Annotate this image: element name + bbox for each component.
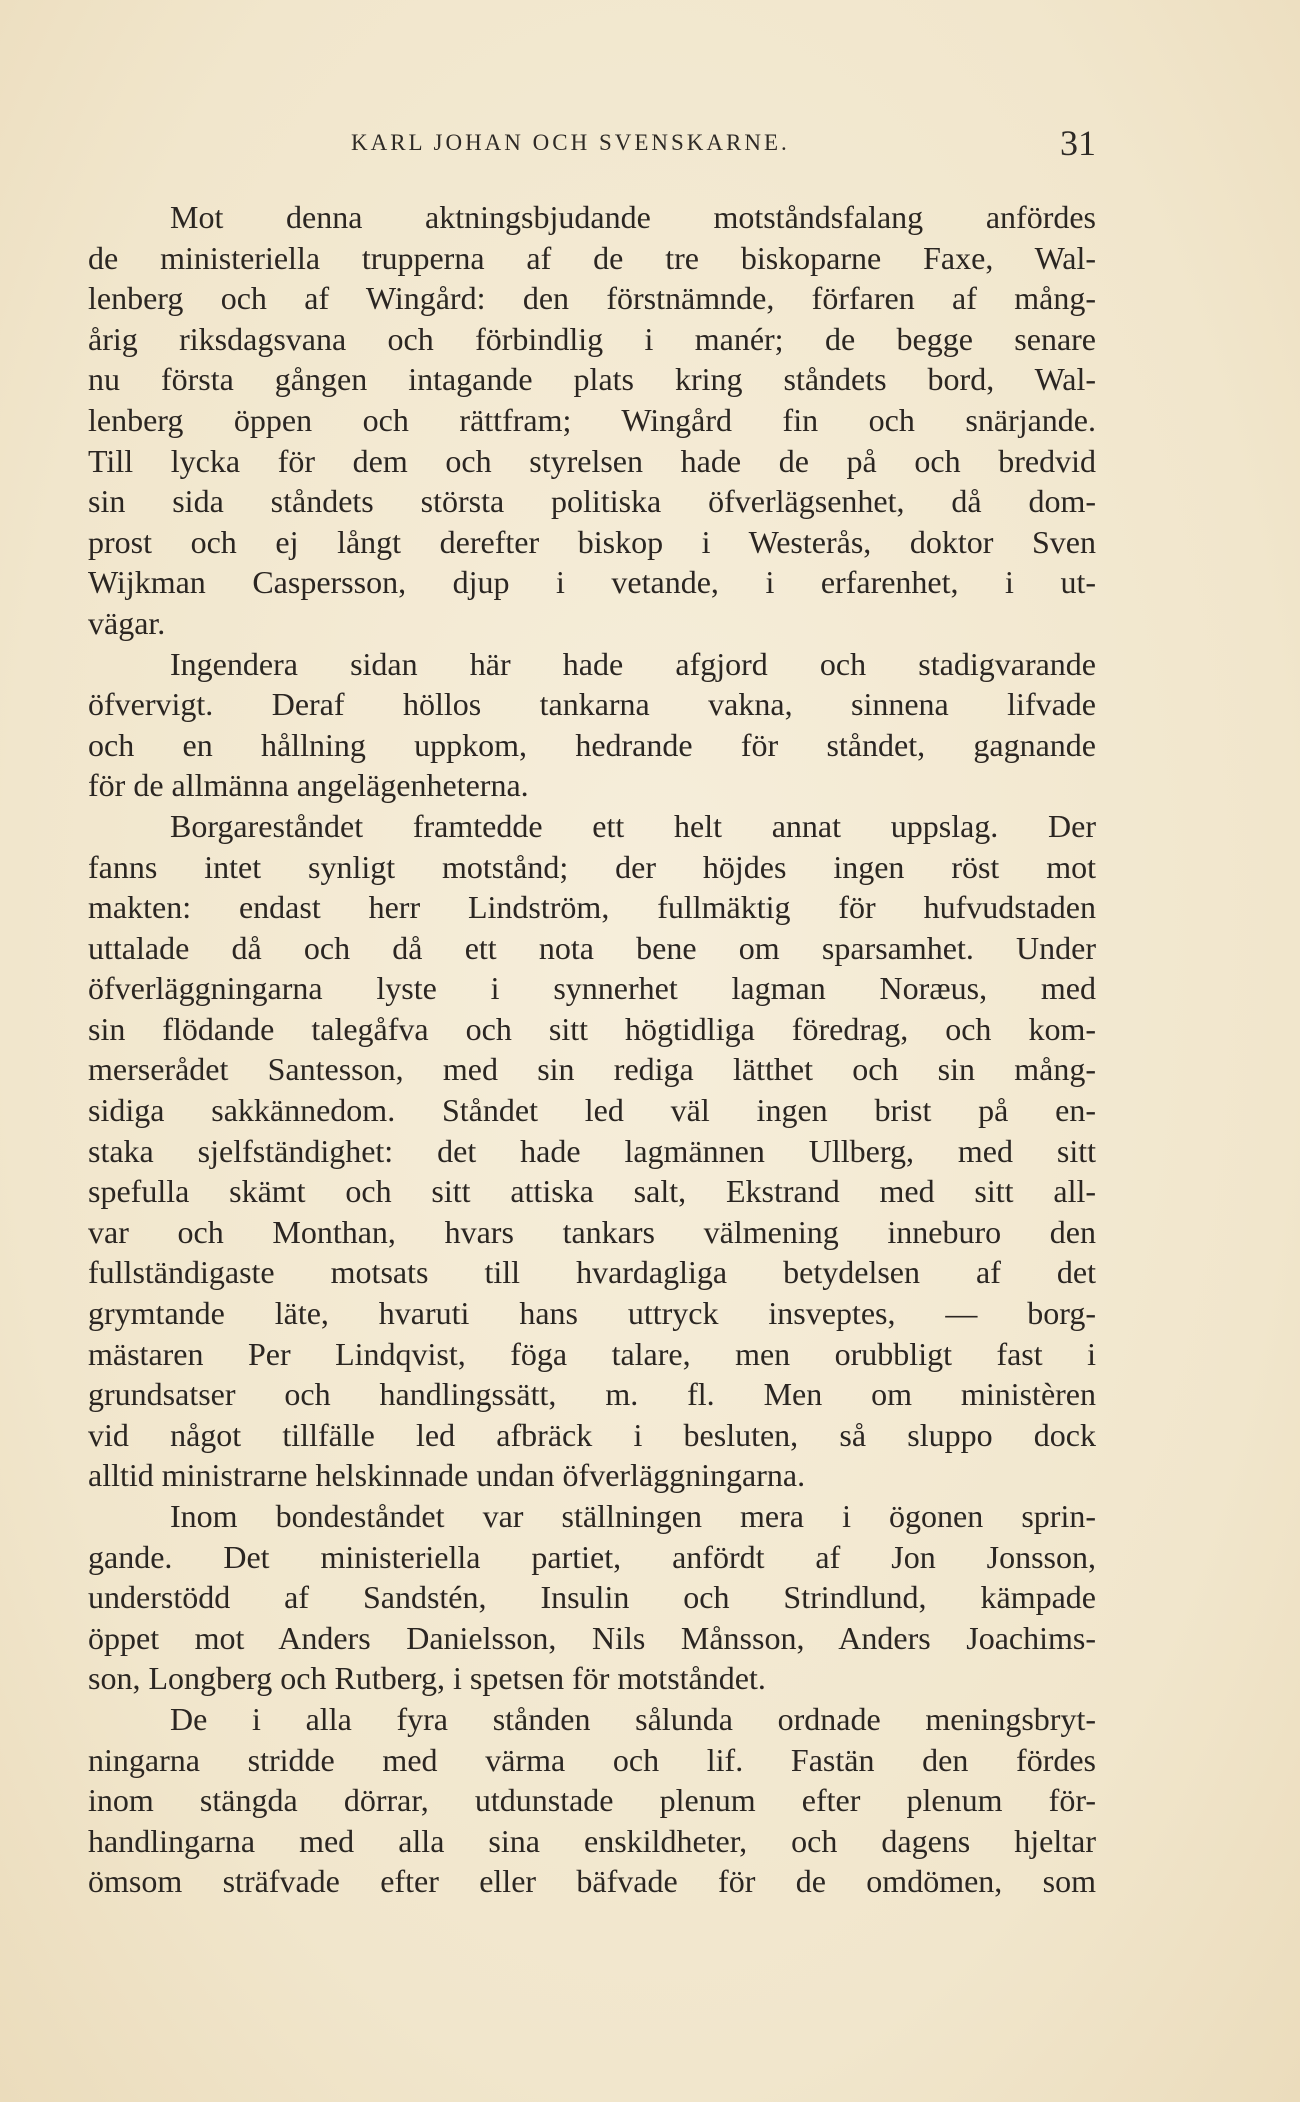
text-line: för de allmänna angelägenheterna. (88, 767, 529, 804)
text-line: nu första gången intagande plats kring ståndets bord, Wal- (88, 361, 1096, 398)
text-line: fullständigaste motsats till hvardagliga betydelsen af det (88, 1254, 1096, 1291)
text-line: makten: endast herr Lindström, fullmäktig för hufvudstaden (88, 889, 1096, 926)
text-line: Wijkman Caspersson, djup i vetande, i erfarenhet, i ut- (88, 564, 1096, 601)
text-line: sidiga sakkännedom. Ståndet led väl ingen brist på en- (88, 1092, 1096, 1129)
text-line: årig riksdagsvana och förbindlig i manér; de begge senare (88, 320, 1096, 357)
text-line: De i alla fyra stånden sålunda ordnade meningsbryt- (170, 1700, 1096, 1737)
text-line: merserådet Santesson, med sin rediga lätthet och sin mång- (88, 1051, 1096, 1088)
running-header (88, 123, 1096, 166)
text-line: lenberg öppen och rättfram; Wingård fin och snärjande. (88, 401, 1096, 438)
text-line: Mot denna aktningsbjudande motståndsfalang anfördes (170, 199, 1096, 235)
text-line: Borgareståndet framtedde ett helt annat uppslag. Der (170, 807, 1096, 844)
text-line: gande. Det ministeriella partiet, anfördt af Jon Jonsson, (88, 1538, 1096, 1575)
text-line: vägar. (88, 604, 166, 641)
text-line: prost och ej långt derefter biskop i Westerås, doktor Sven (88, 523, 1096, 560)
body-text (88, 197, 1096, 1902)
text-line: sin flödande talegåfva och sitt högtidliga föredrag, och kom- (88, 1010, 1096, 1047)
text-line: och en hållning uppkom, hedrande för ståndet, gagnande (88, 726, 1096, 763)
text-line: grymtande läte, hvaruti hans uttryck insveptes, — borg- (88, 1295, 1096, 1332)
text-line: lenberg och af Wingård: den förstnämnde, förfaren af mång- (88, 280, 1096, 317)
text-line: ömsom sträfvade efter eller bäfvade för de omdömen, som (88, 1863, 1096, 1900)
text-line: understödd af Sandstén, Insulin och Strindlund, kämpade (88, 1579, 1096, 1616)
text-line: sin sida ståndets största politiska öfverlägsenhet, då dom- (88, 483, 1096, 520)
text-line: vid något tillfälle led afbräck i besluten, så sluppo dock (88, 1416, 1096, 1453)
text-line: staka sjelfständighet: det hade lagmännen Ullberg, med sitt (88, 1132, 1096, 1169)
text-line: Inom bondeståndet var ställningen mera i ögonen sprin- (170, 1498, 1096, 1534)
text-line: öfvervigt. Deraf höllos tankarna vakna, sinnena lifvade (88, 686, 1096, 723)
text-line: var och Monthan, hvars tankars välmening inneburo den (88, 1213, 1096, 1250)
text-line: handlingarna med alla sina enskildheter, och dagens hjeltar (88, 1822, 1096, 1859)
text-line: spefulla skämt och sitt attiska salt, Ekstrand med sitt all- (88, 1173, 1096, 1210)
running-title: KARL JOHAN OCH SVENSKARNE. (351, 130, 790, 155)
text-line: öppet mot Anders Danielsson, Nils Månsson, Anders Joachims- (88, 1619, 1096, 1656)
text-line: grundsatser och handlingssätt, m. fl. Men om ministèren (88, 1376, 1096, 1413)
text-line: inom stängda dörrar, utdunstade plenum efter plenum för- (88, 1782, 1096, 1819)
text-line: uttalade då och då ett nota bene om sparsamhet. Under (88, 929, 1096, 966)
text-line: fanns intet synligt motstånd; der höjdes ingen röst mot (88, 848, 1096, 885)
text-line: Till lycka för dem och styrelsen hade de på och bredvid (88, 442, 1096, 479)
text-line: mästaren Per Lindqvist, föga talare, men orubbligt fast i (88, 1335, 1096, 1372)
text-line: Ingendera sidan här hade afgjord och stadigvarande (170, 645, 1096, 682)
text-line: de ministeriella trupperna af de tre biskoparne Faxe, Wal- (88, 239, 1096, 276)
text-line: öfverläggningarna lyste i synnerhet lagman Noræus, med (88, 970, 1096, 1007)
text-line: alltid ministrarne helskinnade undan öfverläggningarna. (88, 1457, 806, 1494)
page-number: 31 (1060, 123, 1096, 163)
text-line: son, Longberg och Rutberg, i spetsen för motståndet. (88, 1660, 766, 1697)
text-line: ningarna stridde med värma och lif. Fastän den fördes (88, 1741, 1096, 1778)
